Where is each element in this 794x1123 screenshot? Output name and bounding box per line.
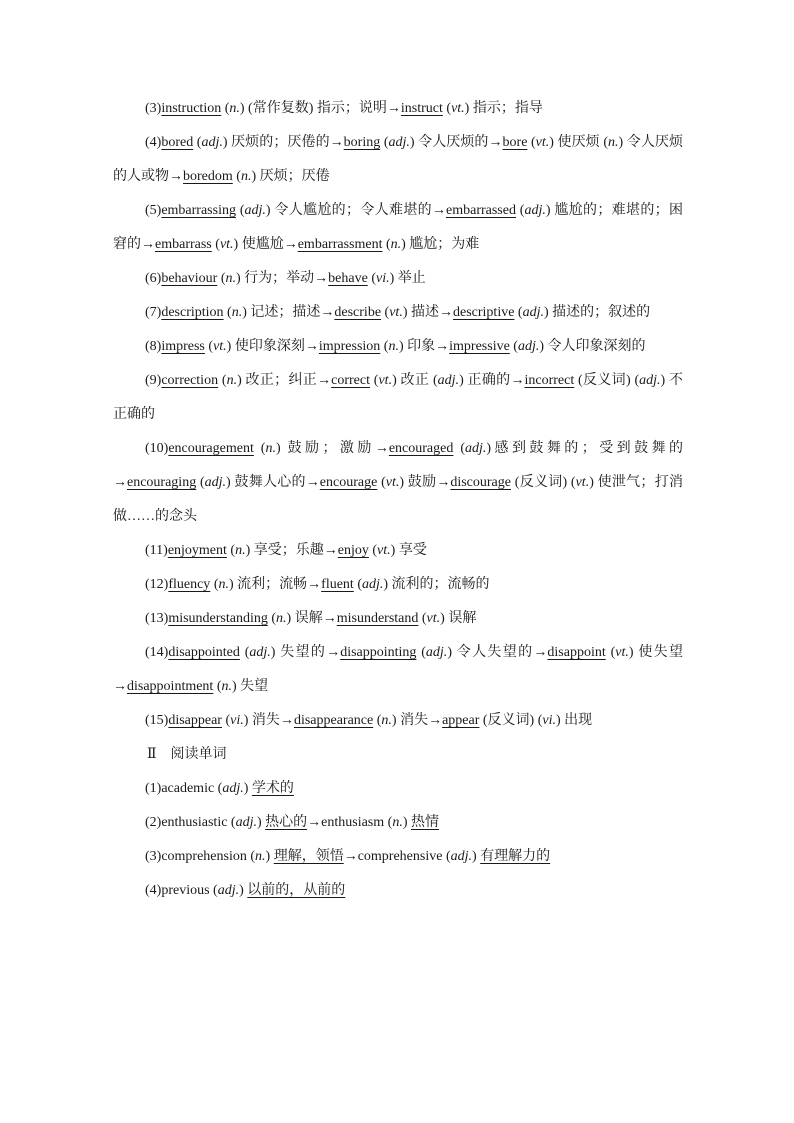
answer-word: encouragement xyxy=(168,441,254,456)
entry-text: ( xyxy=(381,305,390,320)
answer-word: fluent xyxy=(321,577,354,592)
part-of-speech: adj. xyxy=(249,645,271,660)
answer-word: 热心的 xyxy=(265,815,308,830)
entry-text: ( xyxy=(369,373,379,388)
vocabulary-entry xyxy=(113,126,683,194)
entry-text: ( xyxy=(382,237,391,252)
part-of-speech: adj. xyxy=(244,203,266,218)
entry-text: ) xyxy=(265,849,274,864)
answer-word: boring xyxy=(343,135,381,150)
part-of-speech: n. xyxy=(229,101,240,116)
part-of-speech: adj. xyxy=(639,373,661,388)
entry-text: (12) xyxy=(145,577,169,592)
entry-text: →comprehensive ( xyxy=(343,849,451,864)
answer-word: instruct xyxy=(400,101,443,116)
answer-word: encouraged xyxy=(388,441,454,456)
answer-word: disappoint xyxy=(547,645,606,660)
entry-text: ) 失望的→ xyxy=(270,645,341,660)
part-of-speech: vt. xyxy=(377,543,391,558)
part-of-speech: vt. xyxy=(426,611,441,626)
part-of-speech: n. xyxy=(265,441,276,456)
part-of-speech: vt. xyxy=(213,339,227,354)
part-of-speech: vt. xyxy=(385,475,400,490)
vocabulary-entry xyxy=(113,194,683,262)
answer-word: correction xyxy=(161,373,219,388)
entry-text: ) 使泄气；打消做……的念头 xyxy=(113,475,683,524)
entry-text: ( xyxy=(380,339,389,354)
part-of-speech: adj. xyxy=(204,475,227,490)
section-title: 阅读单词 xyxy=(170,747,227,762)
entry-text: ( xyxy=(367,271,376,286)
answer-word: embarrassing xyxy=(161,203,236,218)
entry-text: ( xyxy=(253,441,266,456)
entry-text: ) 鼓励；激励→ xyxy=(275,441,389,456)
entry-text: ( xyxy=(373,713,382,728)
part-of-speech: vt. xyxy=(378,373,393,388)
entry-text: ) 鼓舞人心的→ xyxy=(226,475,320,490)
answer-word: enjoy xyxy=(337,543,369,558)
vocabulary-entry xyxy=(113,296,683,330)
answer-word: 有理解力的 xyxy=(480,849,551,864)
entry-text: ( xyxy=(204,339,214,354)
entry-text: ) 流利的；流畅的 xyxy=(383,577,490,592)
answer-word: bore xyxy=(502,135,528,150)
reading-entry xyxy=(113,772,683,806)
entry-text: ( xyxy=(377,475,386,490)
entry-text: ) 使印象深刻→ xyxy=(226,339,319,354)
entry-text: (11) xyxy=(145,543,168,558)
entry-text: (14) xyxy=(145,645,169,660)
entry-text: ) 使尴尬→ xyxy=(233,237,298,252)
entry-text: (10) xyxy=(145,441,169,456)
vocabulary-entry xyxy=(113,534,683,568)
entry-text: ) 改正 ( xyxy=(392,373,438,388)
entry-text: ) 享受 xyxy=(390,543,427,558)
entry-text: ( xyxy=(223,305,232,320)
entry-text: ) 行为；举动→ xyxy=(235,271,329,286)
entry-text: ) 令人印象深刻的 xyxy=(539,339,646,354)
entry-text: ( xyxy=(416,645,426,660)
answer-word: discourage xyxy=(450,475,511,490)
part-of-speech: n. xyxy=(221,679,232,694)
entry-text: ( xyxy=(442,101,452,116)
part-of-speech: vt. xyxy=(575,475,590,490)
part-of-speech: adj. xyxy=(201,135,223,150)
entry-text: (5) xyxy=(145,203,162,218)
entry-text: ) 令人尴尬的；令人难堪的→ xyxy=(265,203,446,218)
entry-text: ( xyxy=(267,611,277,626)
entry-text: ) xyxy=(243,781,252,796)
answer-word: 以前的，从前的 xyxy=(247,883,346,898)
reading-entry xyxy=(113,806,683,840)
answer-word: incorrect xyxy=(524,373,575,388)
entry-text: ) 误解 xyxy=(440,611,477,626)
answer-word: impressive xyxy=(449,339,510,354)
entry-text: ( xyxy=(605,645,616,660)
entry-text: ) 描述的；叙述的 xyxy=(543,305,651,320)
answer-word: impress xyxy=(161,339,205,354)
part-of-speech: adj. xyxy=(235,815,257,830)
part-of-speech: adj. xyxy=(522,305,544,320)
answer-word: 热情 xyxy=(410,815,439,830)
answer-word: disappearance xyxy=(293,713,374,728)
entry-text: (反义词) ( xyxy=(574,373,640,388)
vocabulary-entry xyxy=(113,92,683,126)
entry-text: (15) xyxy=(145,713,169,728)
part-of-speech: adj. xyxy=(517,339,540,354)
entry-text: ( xyxy=(239,645,250,660)
entry-text: ) 消失→ xyxy=(391,713,443,728)
entry-text: (8) xyxy=(145,339,162,354)
entry-text: ( xyxy=(210,577,219,592)
answer-word: enjoyment xyxy=(167,543,227,558)
part-of-speech: adj. xyxy=(222,781,244,796)
reading-entry xyxy=(113,874,683,908)
part-of-speech: vi. xyxy=(542,713,556,728)
answer-word: behaviour xyxy=(161,271,218,286)
entry-text: ( xyxy=(380,135,389,150)
answer-word: descriptive xyxy=(453,305,515,320)
part-of-speech: n. xyxy=(240,169,252,184)
entry-text: ( xyxy=(368,543,378,558)
entry-text: ( xyxy=(217,271,226,286)
part-of-speech: adj. xyxy=(437,373,460,388)
entry-text: ) xyxy=(402,815,411,830)
entry-text: (3) xyxy=(145,101,162,116)
reading-entry xyxy=(113,840,683,874)
answer-word: appear xyxy=(442,713,480,728)
part-of-speech: adj. xyxy=(524,203,546,218)
entry-text: ) 失望 xyxy=(232,679,269,694)
part-of-speech: n. xyxy=(218,577,229,592)
answer-word: encouraging xyxy=(127,475,197,490)
vocabulary-entry xyxy=(113,704,683,738)
answer-word: 学术的 xyxy=(251,781,294,796)
answer-word: disappointed xyxy=(168,645,240,660)
entry-text: )感到鼓舞的；受到鼓舞的→ xyxy=(113,441,684,490)
vocabulary-entries xyxy=(113,92,683,738)
vocabulary-entry xyxy=(113,602,683,636)
entry-text: ) 出现 xyxy=(556,713,593,728)
part-of-speech: n. xyxy=(392,815,403,830)
entry-text: ) xyxy=(239,883,248,898)
part-of-speech: n. xyxy=(390,237,402,252)
entry-text: ( xyxy=(193,135,202,150)
part-of-speech: vt. xyxy=(451,101,465,116)
entry-text: ) 享受；乐趣→ xyxy=(245,543,338,558)
entry-text: (1)academic ( xyxy=(145,781,223,796)
entry-text: (13) xyxy=(145,611,169,626)
vocabulary-entry xyxy=(113,568,683,602)
vocabulary-entry xyxy=(113,364,683,432)
part-of-speech: n. xyxy=(225,271,236,286)
answer-word: misunderstanding xyxy=(168,611,268,626)
part-of-speech: vt. xyxy=(535,135,550,150)
entry-text: ( xyxy=(218,373,227,388)
answer-word: disappointment xyxy=(127,679,214,694)
section-heading xyxy=(113,738,683,772)
entry-text: ) 尴尬的；难堪的；困窘的→ xyxy=(113,203,683,252)
entry-text: ( xyxy=(221,713,231,728)
entry-text: ) 举止 xyxy=(389,271,426,286)
part-of-speech: n. xyxy=(388,339,399,354)
part-of-speech: n. xyxy=(381,713,392,728)
part-of-speech: adj. xyxy=(388,135,410,150)
entry-text: ) 改正；纠正→ xyxy=(237,373,332,388)
entry-text: ) 流利；流畅→ xyxy=(228,577,322,592)
answer-word: behave xyxy=(328,271,368,286)
vocabulary-entry xyxy=(113,330,683,364)
entry-text: ) 尴尬；为难 xyxy=(401,237,480,252)
answer-word: correct xyxy=(331,373,370,388)
entry-text: (反义词) ( xyxy=(511,475,576,490)
entry-text: ) 令人失望的→ xyxy=(447,645,548,660)
entry-text: (3)comprehension ( xyxy=(145,849,256,864)
part-of-speech: vi. xyxy=(375,271,390,286)
entry-text: ) 不正确的 xyxy=(113,373,683,422)
part-of-speech: vt. xyxy=(615,645,629,660)
part-of-speech: vt. xyxy=(389,305,403,320)
entry-text: (反义词) ( xyxy=(479,713,543,728)
entry-text: ( xyxy=(211,237,220,252)
entry-text: ) 使失望→ xyxy=(113,645,683,694)
entry-text: ( xyxy=(453,441,465,456)
entry-text: ( xyxy=(235,203,245,218)
part-of-speech: n. xyxy=(235,543,246,558)
entry-text: ) (常作复数) 指示；说明→ xyxy=(239,101,401,116)
entry-text: ( xyxy=(514,305,523,320)
answer-word: encourage xyxy=(319,475,378,490)
document-content xyxy=(113,92,683,908)
entry-text: (2)enthusiastic ( xyxy=(145,815,236,830)
part-of-speech: n. xyxy=(226,373,238,388)
answer-word: misunderstand xyxy=(336,611,419,626)
answer-word: fluency xyxy=(168,577,211,592)
entry-text: ( xyxy=(509,339,518,354)
entry-text: ) 记述；描述→ xyxy=(242,305,335,320)
part-of-speech: adj. xyxy=(425,645,448,660)
answer-word: disappointing xyxy=(340,645,417,660)
part-of-speech: n. xyxy=(608,135,619,150)
entry-text: (7) xyxy=(145,305,162,320)
entry-text: (6) xyxy=(145,271,162,286)
part-of-speech: adj. xyxy=(361,577,384,592)
part-of-speech: adj. xyxy=(450,849,473,864)
entry-text: ) xyxy=(256,815,266,830)
entry-text: ) 令人厌烦的→ xyxy=(409,135,503,150)
entry-text: ( xyxy=(221,101,230,116)
answer-word: disappear xyxy=(168,713,222,728)
entry-text: ) 误解→ xyxy=(286,611,337,626)
part-of-speech: vt. xyxy=(219,237,234,252)
entry-text: ( xyxy=(418,611,427,626)
part-of-speech: n. xyxy=(255,849,266,864)
part-of-speech: n. xyxy=(231,305,243,320)
reading-entries xyxy=(113,772,683,908)
entry-text: ) 厌烦；厌倦 xyxy=(251,169,330,184)
part-of-speech: adj. xyxy=(217,883,240,898)
entry-text: (4) xyxy=(145,135,162,150)
part-of-speech: n. xyxy=(276,611,287,626)
entry-text: ) 正确的→ xyxy=(459,373,525,388)
entry-text: ) 鼓励→ xyxy=(399,475,451,490)
vocabulary-entry xyxy=(113,432,683,534)
answer-word: embarrassment xyxy=(297,237,383,252)
answer-word: describe xyxy=(334,305,382,320)
entry-text: ) 厌烦的；厌倦的→ xyxy=(222,135,344,150)
entry-text: ( xyxy=(213,679,222,694)
answer-word: impression xyxy=(318,339,381,354)
entry-text: ) 印象→ xyxy=(398,339,450,354)
section-number: Ⅱ xyxy=(147,747,157,762)
entry-text: ( xyxy=(527,135,536,150)
entry-text: ( xyxy=(226,543,236,558)
entry-text: ) xyxy=(472,849,481,864)
part-of-speech: vi. xyxy=(230,713,244,728)
entry-text: ) 令人厌烦的人或物→ xyxy=(113,135,683,184)
answer-word: embarrassed xyxy=(446,203,516,218)
entry-text: (4)previous ( xyxy=(145,883,218,898)
part-of-speech: adj. xyxy=(465,441,487,456)
entry-text: ( xyxy=(515,203,525,218)
entry-text: ) 指示；指导 xyxy=(464,101,543,116)
entry-text: ( xyxy=(353,577,362,592)
entry-text: ) 使厌烦 ( xyxy=(549,135,609,150)
entry-text: ) 消失→ xyxy=(243,713,294,728)
entry-text: (9) xyxy=(145,373,162,388)
answer-word: description xyxy=(161,305,224,320)
answer-word: bored xyxy=(161,135,194,150)
entry-text: →enthusiasm ( xyxy=(307,815,393,830)
answer-word: boredom xyxy=(183,169,233,184)
vocabulary-entry xyxy=(113,262,683,296)
vocabulary-entry xyxy=(113,636,683,704)
answer-word: embarrass xyxy=(155,237,212,252)
entry-text: ( xyxy=(196,475,205,490)
answer-word: instruction xyxy=(161,101,222,116)
answer-word: 理解，领悟 xyxy=(273,849,344,864)
entry-text: ( xyxy=(232,169,241,184)
entry-text: ) 描述→ xyxy=(402,305,453,320)
